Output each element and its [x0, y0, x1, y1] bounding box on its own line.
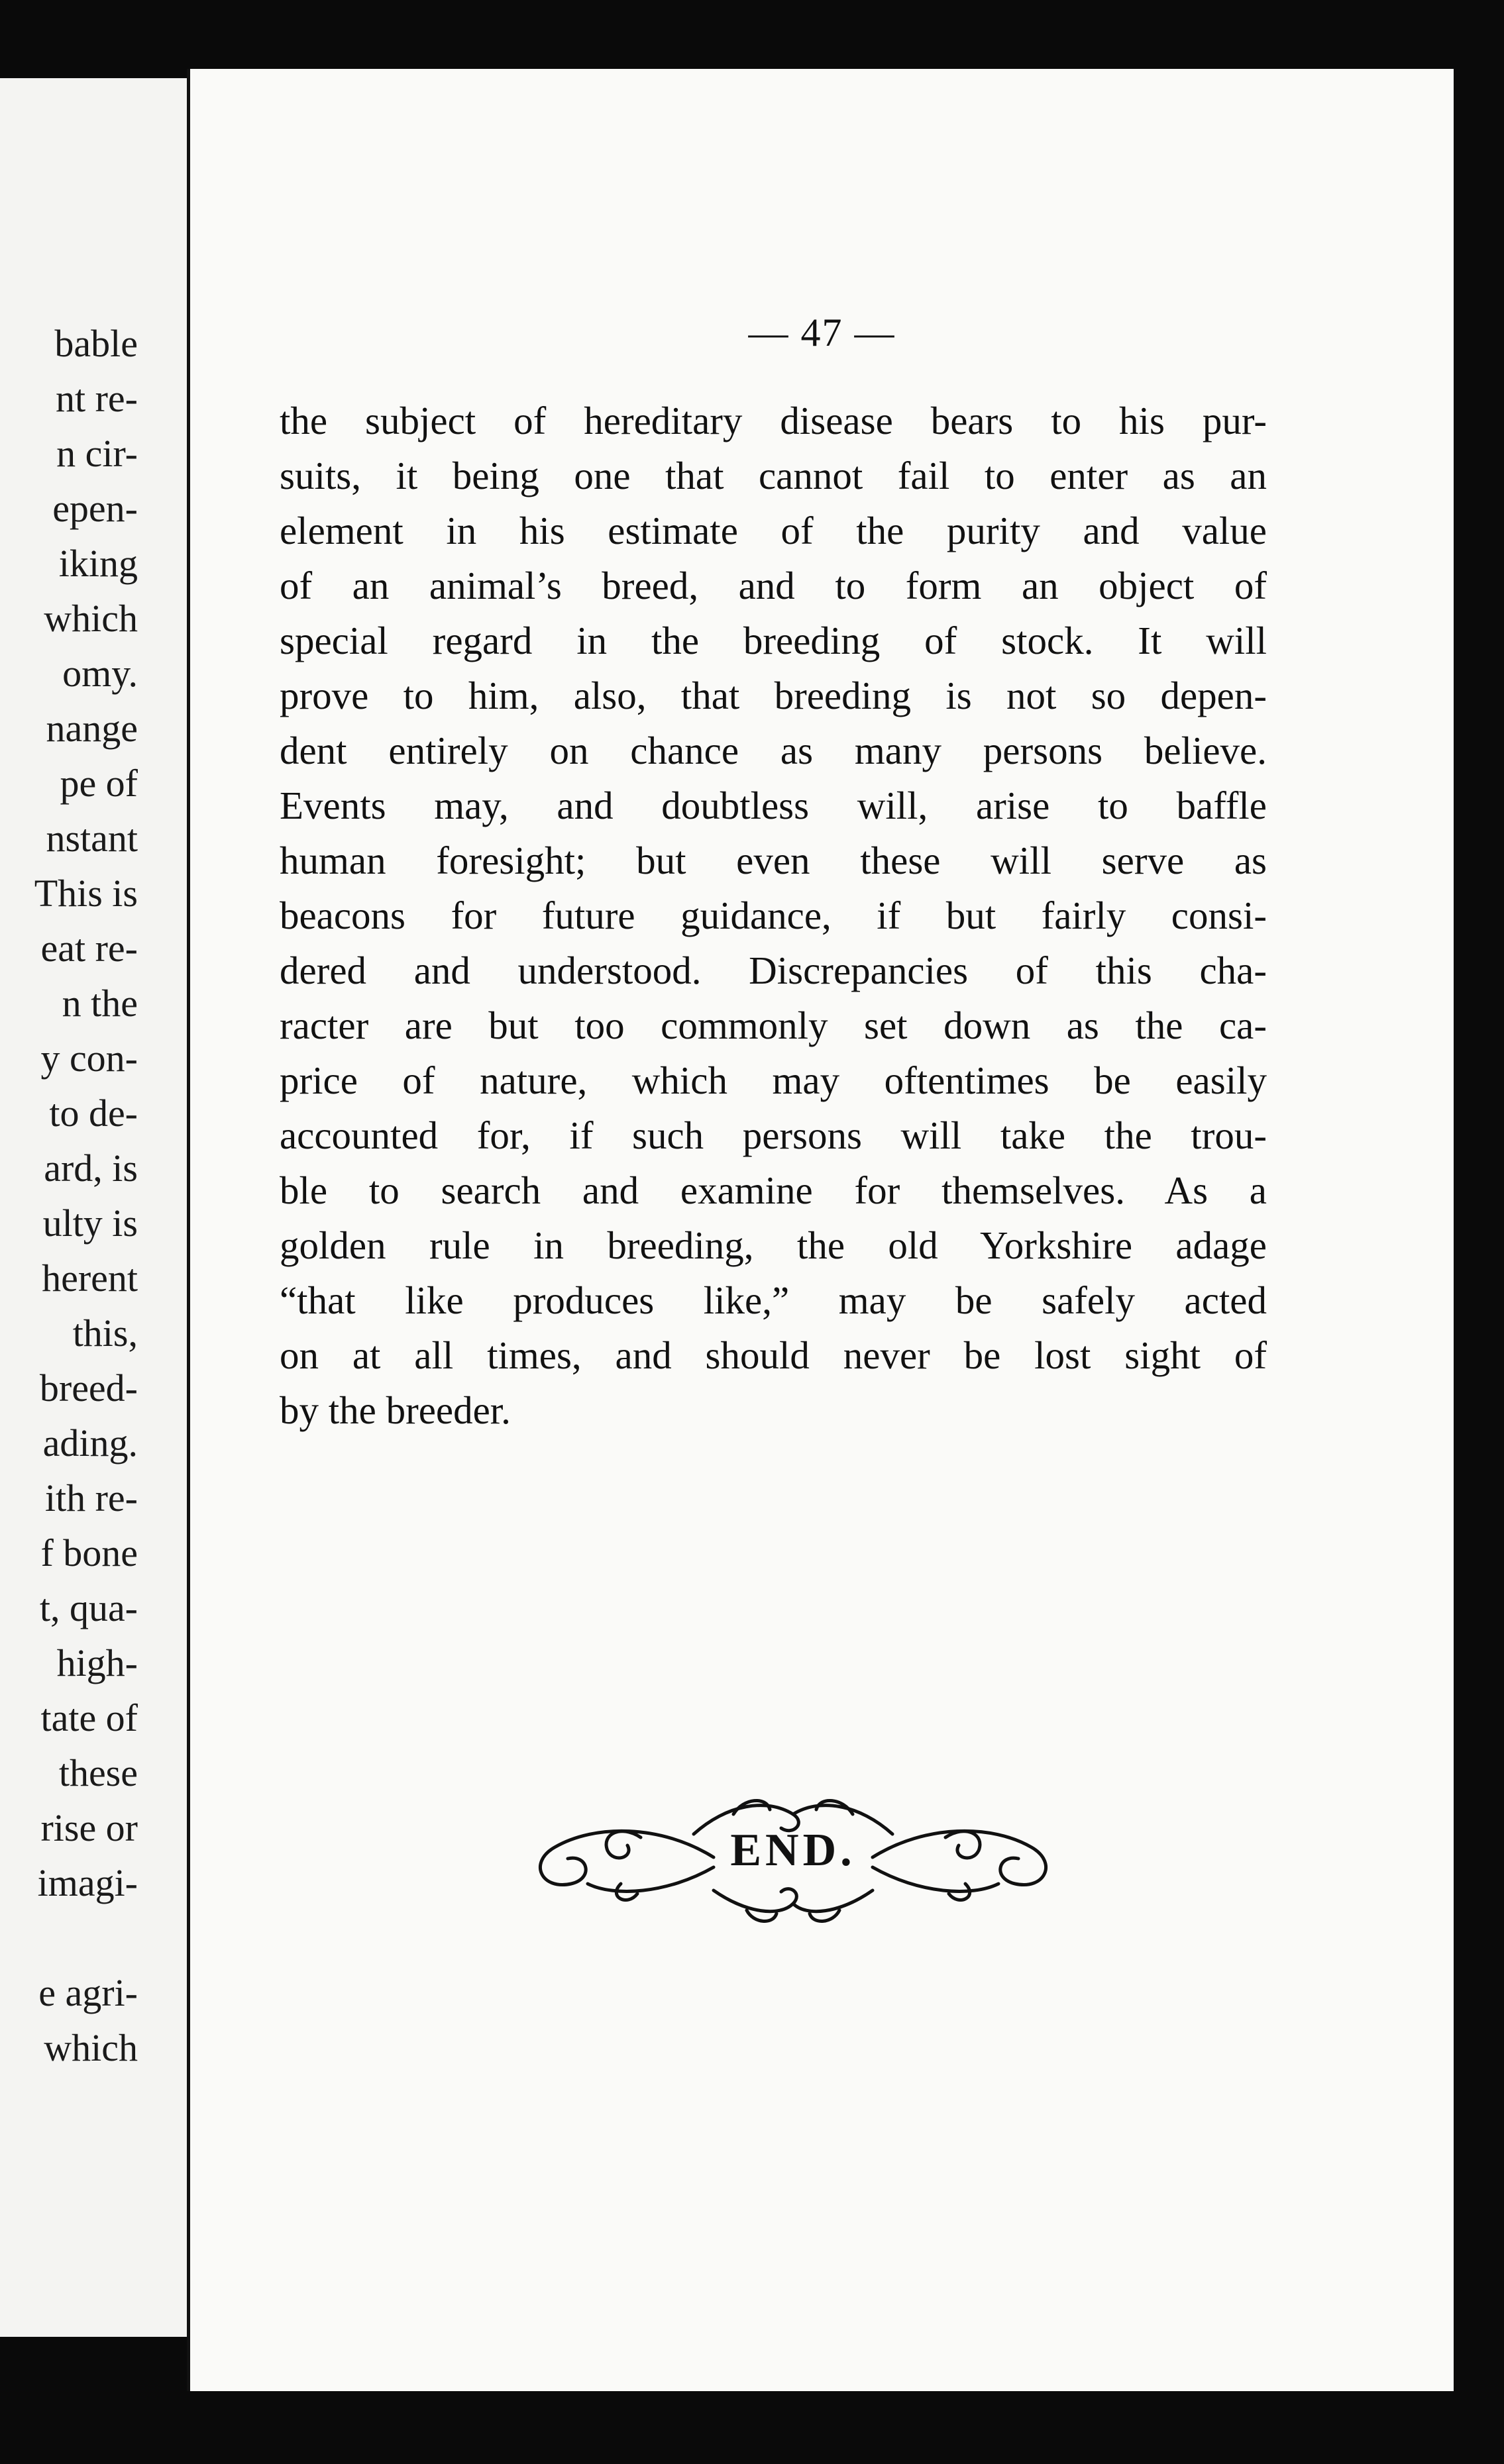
previous-page-fragment	[0, 78, 193, 2337]
text-line: special regard in the breeding of stock. It will	[280, 619, 1267, 662]
left-page-line: t, qua-	[39, 1586, 138, 1629]
left-page-line: eat re-	[40, 927, 138, 970]
text-line: golden rule in breeding, the old Yorkshire adage	[280, 1223, 1267, 1267]
page-number: — 47 —	[748, 311, 896, 354]
left-page-line: this,	[72, 1311, 138, 1355]
left-page-line: these	[58, 1751, 138, 1794]
left-page-line: nstant	[46, 817, 138, 860]
text-line: by the breeder.	[280, 1388, 511, 1432]
end-label: END.	[730, 1825, 856, 1876]
left-page-line: nange	[46, 707, 138, 750]
left-page-line: n the	[62, 982, 138, 1025]
text-line: of an animal’s breed, and to form an object of	[280, 564, 1267, 607]
left-page-line: to de-	[49, 1092, 138, 1135]
left-page-line: omy.	[62, 652, 138, 695]
text-line: dent entirely on chance as many persons believe.	[280, 729, 1267, 772]
text-line: prove to him, also, that breeding is not so depen-	[280, 674, 1267, 717]
left-page-line: ulty is	[42, 1202, 138, 1245]
left-page-line: herent	[42, 1257, 138, 1300]
text-line: beacons for future guidance, if but fairly consi-	[280, 894, 1267, 937]
end-ornament	[515, 1784, 1071, 1930]
left-page-line: ading.	[42, 1421, 138, 1464]
left-page-line: nt re-	[56, 377, 138, 420]
text-line: “that like produces like,” may be safely acted	[280, 1278, 1267, 1322]
left-page-line: breed-	[39, 1366, 138, 1410]
left-page-line: imagi-	[37, 1861, 138, 1904]
text-line: racter are but too commonly set down as the ca-	[280, 1003, 1267, 1047]
body-text	[280, 393, 1267, 1438]
left-page-line: ith re-	[44, 1476, 138, 1519]
left-page-line: e agri-	[38, 1971, 138, 2014]
text-line: accounted for, if such persons will take the trou-	[280, 1113, 1267, 1157]
text-line: element in his estimate of the purity and value	[280, 509, 1267, 552]
left-page-line: y con-	[40, 1037, 138, 1080]
book-page	[187, 69, 1454, 2391]
left-page-line: n cir-	[56, 432, 138, 475]
left-page-line: This is	[34, 872, 138, 915]
left-page-line: rise or	[40, 1806, 138, 1849]
left-page-line: which	[44, 597, 138, 640]
left-page-line: which	[44, 2026, 138, 2069]
left-page-line: pe of	[60, 762, 138, 805]
left-page-line: bable	[54, 322, 138, 365]
text-line: suits, it being one that cannot fail to enter as an	[280, 454, 1267, 497]
left-page-line: ard, is	[44, 1147, 138, 1190]
text-line: human foresight; but even these will serve as	[280, 839, 1267, 882]
text-line: dered and understood. Discrepancies of this cha-	[280, 949, 1267, 992]
left-page-line: high-	[56, 1641, 138, 1684]
text-line: ble to search and examine for themselves. As a	[280, 1168, 1267, 1212]
left-page-line: f bone	[40, 1531, 138, 1574]
left-page-line: iking	[58, 542, 138, 585]
text-line: price of nature, which may oftentimes be easily	[280, 1058, 1267, 1102]
text-line: the subject of hereditary disease bears to his pur-	[280, 399, 1267, 442]
text-line: Events may, and doubtless will, arise to baffle	[280, 784, 1267, 827]
left-page-line: tate of	[40, 1696, 138, 1739]
text-line: on at all times, and should never be lost sight of	[280, 1333, 1267, 1377]
left-page-line: epen-	[52, 487, 138, 530]
